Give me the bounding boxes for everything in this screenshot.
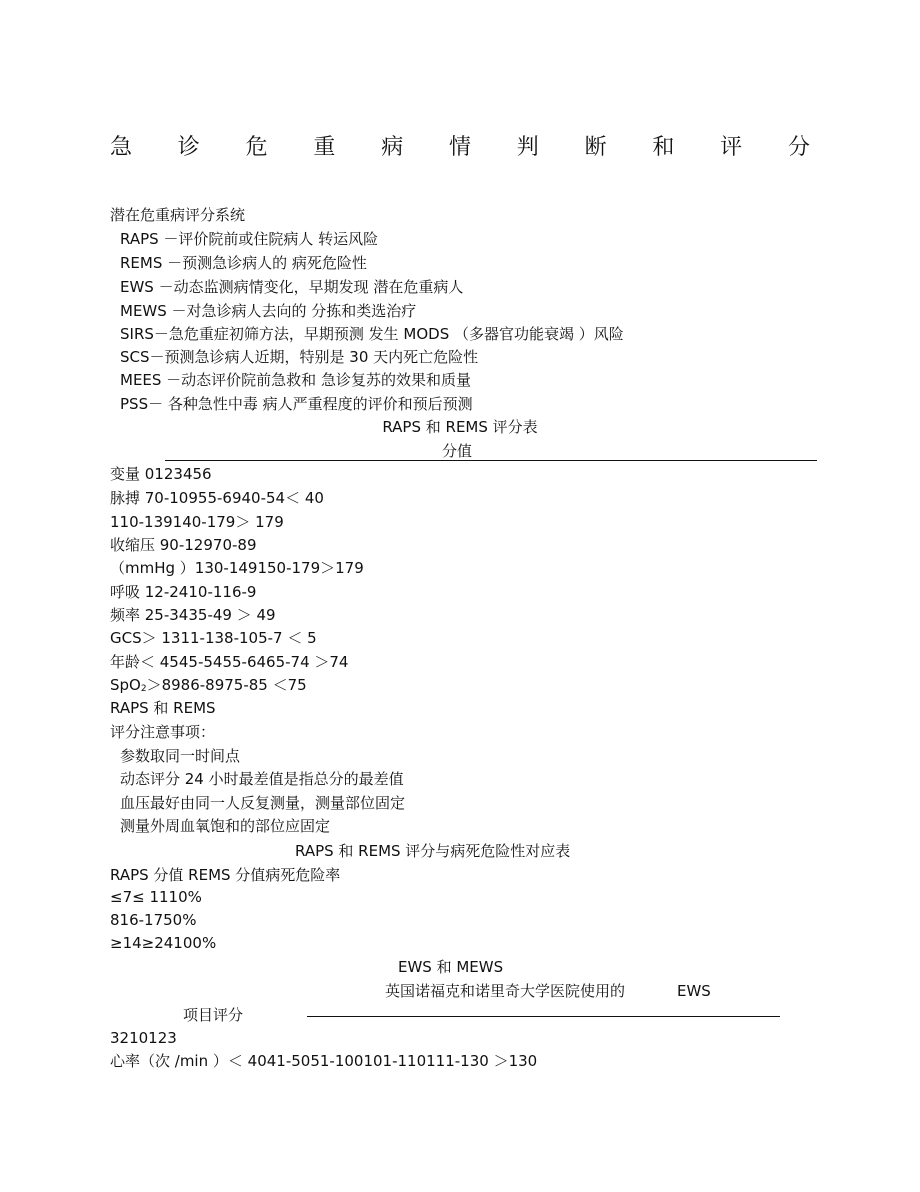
- list-item: RAPS －评价院前或住院病人 转运风险: [120, 230, 379, 248]
- table-row: 脉搏 70-10955-6940-54＜ 40: [110, 489, 324, 507]
- title-char: 判: [516, 135, 539, 160]
- title-char: 评: [720, 135, 743, 160]
- spo2-values: ＞8986-8975-85 ＜75: [146, 676, 307, 694]
- title-char: 和: [652, 135, 675, 160]
- table-header: 分值: [442, 442, 473, 460]
- title-char: 重: [313, 135, 336, 160]
- list-item: SIRS－急危重症初筛方法，早期预测 发生 MODS （多器官功能衰竭 ）风险: [120, 325, 624, 343]
- list-item: EWS －动态监测病情变化，早期发现 潜在危重病人: [120, 278, 464, 296]
- notes-heading: 评分注意事项：: [110, 723, 216, 741]
- table-row: 816-1750%: [110, 911, 197, 929]
- table-row: ≤7≤ 1110%: [110, 888, 202, 906]
- title-char: 危: [245, 135, 268, 160]
- list-item: MEES －动态评价院前急救和 急诊复苏的效果和质量: [120, 371, 471, 389]
- table-row: ≥14≥24100%: [110, 934, 217, 952]
- note-item: 参数取同一时间点: [120, 747, 241, 765]
- table-row: 心率（次 /min ）＜ 4041-5051-100101-110111-130 ＞130: [110, 1052, 538, 1070]
- page-title: [110, 130, 810, 161]
- table-row: 3210123: [110, 1029, 177, 1047]
- spo2-subscript: 2: [140, 684, 147, 694]
- table-header: 项目评分: [183, 1006, 244, 1024]
- title-char: 分: [787, 135, 810, 160]
- table-row: 110-139140-179＞ 179: [110, 513, 284, 531]
- list-item: REMS －预测急诊病人的 病死危险性: [120, 254, 367, 272]
- note-item: 动态评分 24 小时最差值是指总分的最差值: [120, 770, 404, 788]
- title-char: 病: [381, 135, 404, 160]
- note-item: 测量外周血氧饱和的部位应固定: [120, 817, 331, 835]
- table-row: 呼吸 12-2410-116-9: [110, 583, 257, 601]
- section-heading: EWS 和 MEWS: [398, 958, 504, 976]
- title-char: 诊: [177, 135, 200, 160]
- table-rule: [307, 1016, 780, 1017]
- table-row: 收缩压 90-12970-89: [110, 536, 257, 554]
- table-caption-suffix: EWS: [677, 982, 711, 1000]
- table-footer: RAPS 和 REMS: [110, 699, 216, 717]
- table-caption: RAPS 和 REMS 评分与病死危险性对应表: [295, 842, 571, 860]
- table-row: 年龄＜ 4545-5455-6465-74 ＞74: [110, 653, 349, 671]
- list-item: MEWS －对急诊病人去向的 分拣和类选治疗: [120, 302, 417, 320]
- table-row: GCS＞ 1311-138-105-7 ＜ 5: [110, 629, 317, 647]
- table-row: 频率 25-3435-49 ＞ 49: [110, 606, 276, 624]
- title-char: 断: [584, 135, 607, 160]
- section-heading: 潜在危重病评分系统: [110, 206, 246, 224]
- note-item: 血压最好由同一人反复测量，测量部位固定: [120, 794, 406, 812]
- list-item: PSS－ 各种急性中毒 病人严重程度的评价和预后预测: [120, 395, 473, 413]
- table-rule: [165, 460, 817, 461]
- title-char: 急: [110, 135, 133, 160]
- spo2-label: SpO: [110, 676, 141, 694]
- title-char: 情: [448, 135, 471, 160]
- list-item: SCS－预测急诊病人近期，特别是 30 天内死亡危险性: [120, 348, 479, 366]
- table-caption: RAPS 和 REMS 评分表: [382, 418, 538, 436]
- table-row: [110, 675, 307, 699]
- table-row: （mmHg ）130-149150-179＞179: [110, 559, 364, 577]
- table-row: 变量 0123456: [110, 465, 212, 483]
- table-caption: 英国诺福克和诺里奇大学医院使用的: [385, 982, 626, 1000]
- table-row: RAPS 分值 REMS 分值病死危险率: [110, 866, 341, 884]
